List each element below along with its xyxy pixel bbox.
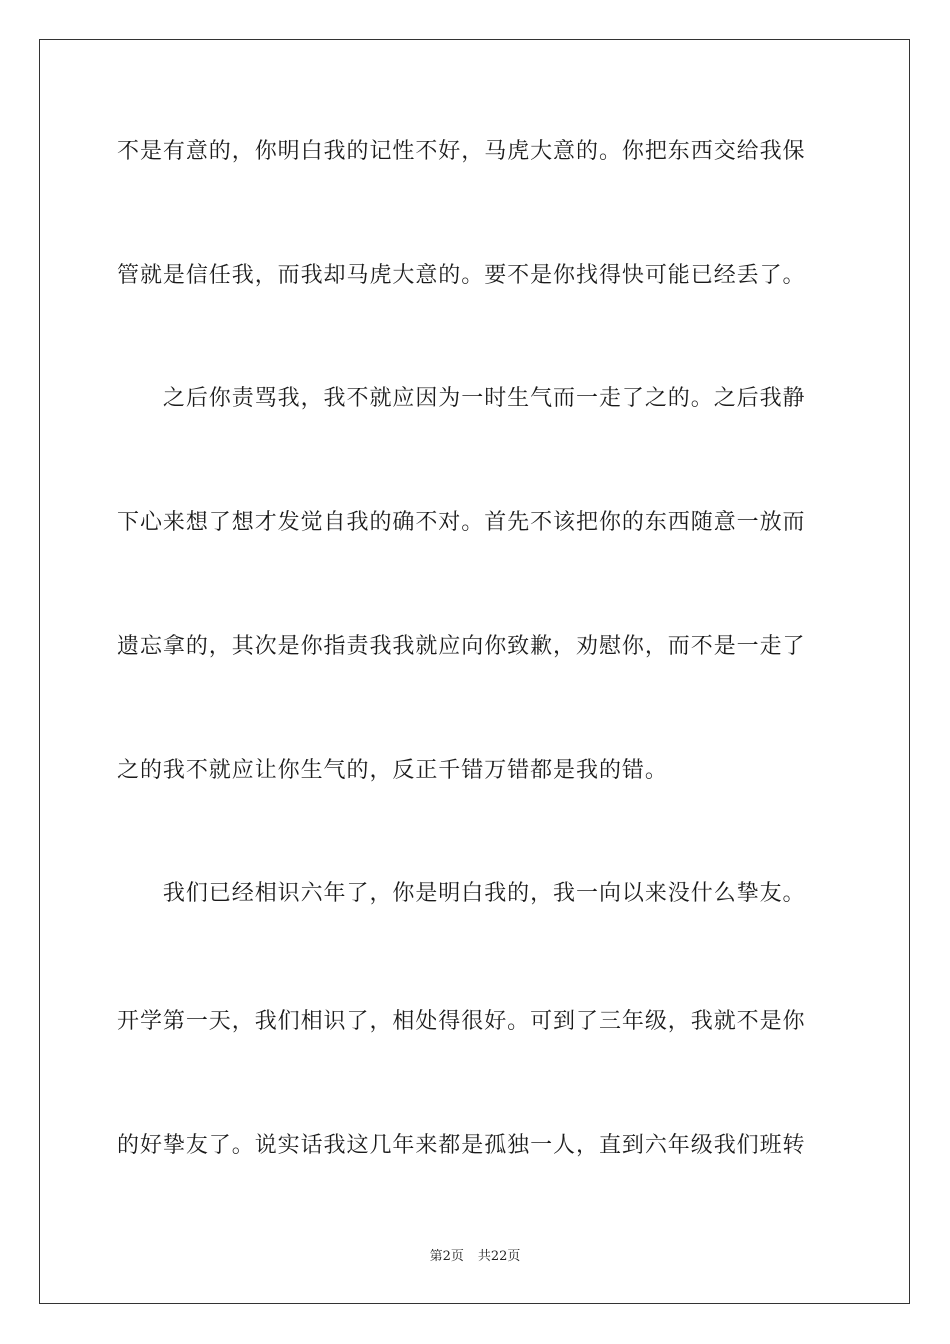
body-text-line: 开学第一天，我们相识了，相处得很好。可到了三年级，我就不是你 [117,1009,806,1034]
page-total: 共22页 [477,1249,521,1264]
body-text-line: 遗忘拿的，其次是你指责我我就应向你致歉，劝慰你，而不是一走了 [117,634,806,659]
body-text-line: 的好挚友了。说实话我这几年来都是孤独一人，直到六年级我们班转 [117,1133,806,1158]
body-text-line: 之后你责骂我，我不就应因为一时生气而一走了之的。之后我静 [117,386,806,411]
page-border [39,39,910,1304]
body-text-line: 我们已经相识六年了，你是明白我的，我一向以来没什么挚友。 [117,881,806,906]
body-text-line: 下心来想了想才发觉自我的确不对。首先不该把你的东西随意一放而 [117,510,806,535]
body-text-line: 管就是信任我，而我却马虎大意的。要不是你找得快可能已经丢了。 [117,263,806,288]
page-number: 第2页 [429,1249,464,1264]
body-text-line: 不是有意的，你明白我的记性不好，马虎大意的。你把东西交给我保 [117,139,806,164]
page-footer [0,1248,950,1266]
body-text-line: 之的我不就应让你生气的，反正千错万错都是我的错。 [117,758,668,783]
